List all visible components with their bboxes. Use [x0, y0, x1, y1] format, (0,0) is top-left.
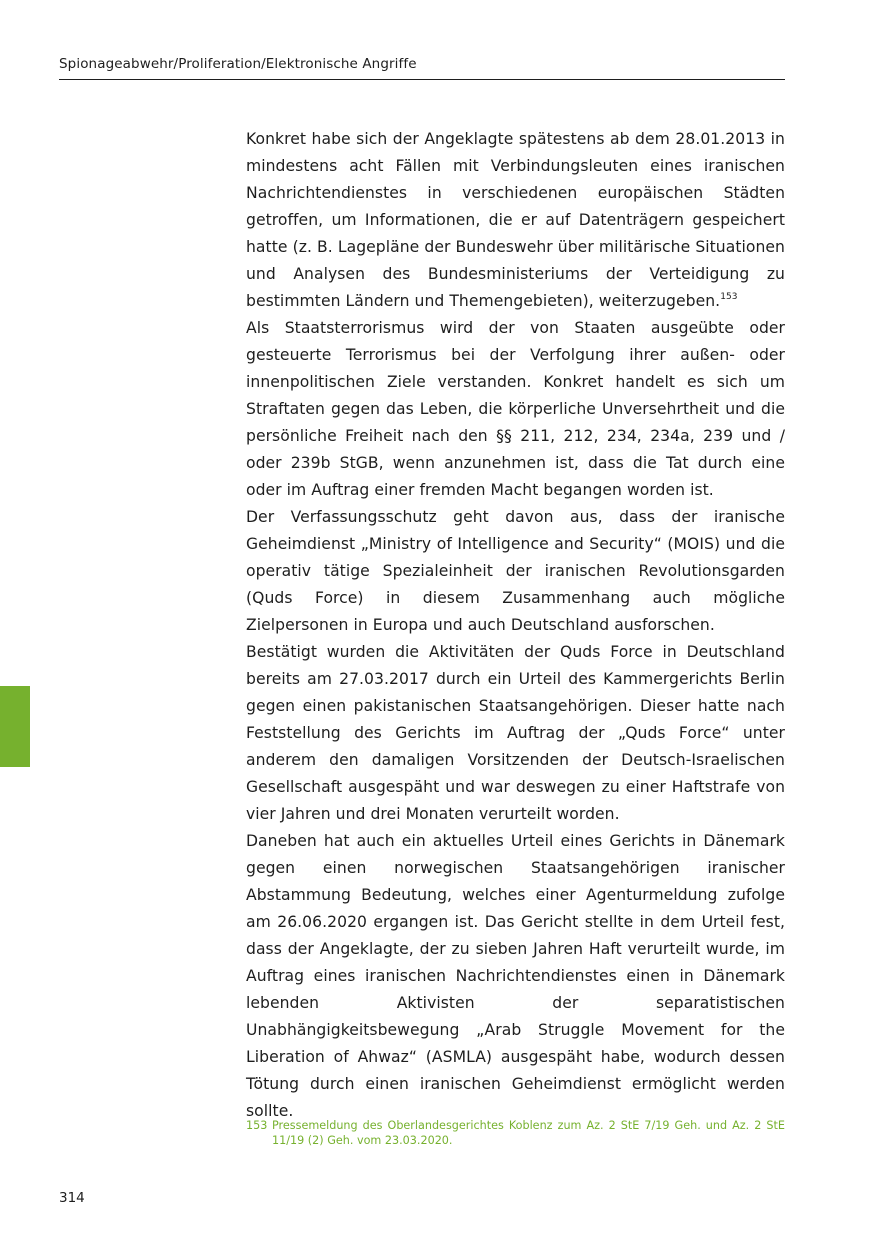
- paragraph-2: Als Staatsterrorismus wird der von Staaten ausgeübte oder gesteuerte Terrorismus bei der Verfolgung ihrer außen- oder innenpolitischen Ziele verstanden. Konkret handelt es sich um Straftaten gegen das Leben, die körperliche Unversehrtheit und die persönliche Freiheit nach den §§ 211, 212, 234, 234a, 239 und / oder 239b StGB, wenn anzunehmen ist, dass die Tat durch eine oder im Auftrag einer fremden Macht begangen worden ist.: [246, 319, 785, 499]
- header-divider: [59, 79, 785, 80]
- paragraph-1: [246, 126, 785, 315]
- chapter-tab-marker: [0, 686, 30, 767]
- paragraph-3: Der Verfassungsschutz geht davon aus, dass der iranische Geheimdienst „Ministry of Intelligence and Security“ (MOIS) und die operativ tätige Spezialeinheit der iranischen Revolutionsgarden (Quds Force) in diesem Zusammenhang auch mögliche Zielpersonen in Europa und auch Deutschland ausforschen.: [246, 508, 785, 634]
- paragraph-4: Bestätigt wurden die Aktivitäten der Quds Force in Deutschland bereits am 27.03.2017 durch ein Urteil des Kammergerichts Berlin gegen einen pakistanischen Staatsangehörigen. Dieser hatte nach Feststellung des Gerichts im Auftrag der „Quds Force“ unter anderem den damaligen Vorsitzenden der Deutsch-Israelischen Gesellschaft ausgespäht und war deswegen zu einer Haftstrafe von vier Jahren und drei Monaten verurteilt worden.: [246, 643, 785, 823]
- running-header: Spionageabwehr/Proliferation/Elektronische Angriffe: [59, 56, 417, 72]
- footnote: [246, 1118, 785, 1148]
- footnote-text: Pressemeldung des Oberlandesgerichtes Koblenz zum Az. 2 StE 7/19 Geh. und Az. 2 StE 11/19 (2) Geh. vom 23.03.2020.: [272, 1119, 785, 1147]
- body-text: [246, 126, 785, 1125]
- paragraph-5: Daneben hat auch ein aktuelles Urteil eines Gerichts in Dänemark gegen einen norwegischen Staatsangehörigen iranischer Abstammung Bedeutung, welches einer Agenturmeldung zufolge am 26.06.2020 ergangen ist. Das Gericht stellte in dem Urteil fest, dass der Angeklagte, der zu sieben Jahren Haft verurteilt wurde, im Auftrag eines iranischen Nachrichtendienstes einen in Dänemark lebenden Aktivisten der separatistischen Unabhängigkeitsbewegung „Arab Struggle Movement for the Liberation of Ahwaz“ (ASMLA) ausgespäht habe, wodurch dessen Tötung durch einen iranischen Geheimdienst ermöglicht werden sollte.: [246, 832, 785, 1120]
- paragraph-1-text: Konkret habe sich der Angeklagte spätestens ab dem 28.01.2013 in mindestens acht Fällen mit Verbindungsleuten eines iranischen Nachrichtendienstes in verschiedenen europäischen Städten getroffen, um Informationen, die er auf Datenträgern gespeichert hatte (z. B. Lagepläne der Bundeswehr über militärische Situationen und Analysen des Bundesministeriums der Verteidigung zu bestimmten Ländern und Themengebieten), weiterzugeben.: [246, 130, 785, 310]
- footnote-number: 153: [246, 1119, 268, 1132]
- page-number: 314: [59, 1190, 85, 1206]
- footnote-reference[interactable]: 153: [720, 291, 738, 302]
